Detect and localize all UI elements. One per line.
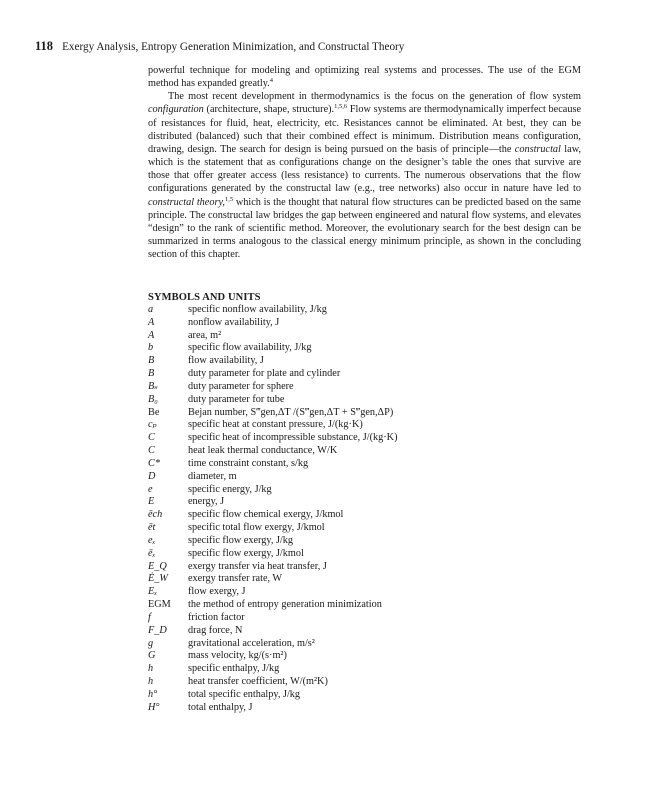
- symbol-row: [148, 381, 581, 394]
- symbol-description: duty parameter for sphere: [188, 380, 294, 392]
- symbol-row: [148, 535, 581, 548]
- symbol-description: diameter, m: [188, 470, 237, 482]
- symbol-row: [148, 304, 581, 317]
- symbol: D: [148, 470, 156, 482]
- symbol: h: [148, 663, 154, 675]
- symbol-row: [148, 407, 581, 420]
- symbol-row: [148, 458, 581, 471]
- symbol-description: exergy transfer via heat transfer, J: [188, 560, 327, 572]
- reference-marker: 4: [269, 77, 273, 85]
- symbol-row: [148, 599, 581, 612]
- symbol: A: [148, 329, 155, 341]
- symbol-description: specific heat at constant pressure, J/(kg·K): [188, 419, 363, 431]
- symbol: ēₓ: [148, 547, 156, 559]
- symbol-row: [148, 702, 581, 715]
- symbol-description: exergy transfer rate, W: [188, 573, 283, 585]
- symbol-row: [148, 484, 581, 497]
- symbol-description: area, m²: [188, 329, 222, 341]
- symbol-row: [148, 586, 581, 599]
- symbol-row: [148, 612, 581, 625]
- paragraph-2-text-b: (architecture, shape, structure).: [203, 104, 335, 116]
- reference-marker: 1,5: [225, 195, 234, 203]
- symbol: g: [148, 637, 154, 649]
- symbol-row: [148, 432, 581, 445]
- symbol-row: [148, 548, 581, 561]
- symbol-description: energy, J: [188, 496, 225, 508]
- symbol: h: [148, 676, 154, 688]
- symbol-description: heat leak thermal conductance, W/K: [188, 445, 338, 457]
- symbol-description: specific flow chemical exergy, J/kmol: [188, 509, 344, 521]
- symbol-description: drag force, N: [188, 624, 243, 636]
- symbol: A: [148, 316, 155, 328]
- symbol: B₀: [148, 393, 158, 405]
- symbol-description: gravitational acceleration, m/s²: [188, 637, 315, 649]
- symbol: cₚ: [148, 419, 157, 431]
- symbol-description: specific energy, J/kg: [188, 483, 272, 495]
- paragraph-1: [148, 64, 581, 90]
- reference-marker: 1,5,6: [334, 103, 348, 111]
- symbol-description: mass velocity, kg/(s·m²): [188, 650, 287, 662]
- symbol-row: [148, 445, 581, 458]
- symbol: Bₛ: [148, 380, 158, 392]
- symbol-description: duty parameter for plate and cylinder: [188, 368, 341, 380]
- page-number: 118: [35, 39, 54, 53]
- symbol-description: duty parameter for tube: [188, 393, 285, 405]
- symbol: ēch: [148, 509, 163, 521]
- symbol: G: [148, 650, 156, 662]
- symbol-description: flow exergy, J: [188, 586, 246, 598]
- symbol-description: friction factor: [188, 611, 245, 623]
- symbol-row: [148, 522, 581, 535]
- symbol: C: [148, 432, 155, 444]
- paragraph-2-text-c: Flow systems are thermodynamically imperfect because of resistances for fluid, heat, electricity, etc. Resistances cannot be eliminated. At best, they can be distributed (balanced) such that their combined effect is minimum. Distribution means configuration, drawing, design. The search for design is being pursued on the basis of principle—the: [148, 104, 581, 155]
- symbol-description: time constraint constant, s/kg: [188, 457, 309, 469]
- symbol-row: [148, 342, 581, 355]
- symbol-description: specific total flow exergy, J/kmol: [188, 522, 325, 534]
- symbol: F_D: [148, 624, 167, 636]
- symbol-description: specific heat of incompressible substance, J/(kg·K): [188, 432, 398, 444]
- emphasis-configuration: configuration: [148, 104, 204, 116]
- symbol: f: [148, 611, 151, 623]
- symbol: Eₓ: [148, 586, 158, 598]
- symbol-row: [148, 561, 581, 574]
- paragraph-1-text: powerful technique for modeling and optimizing real systems and processes. The use of the EGM method has expanded greatly.: [148, 65, 581, 90]
- symbol-row: [148, 368, 581, 381]
- symbol: EGM: [148, 599, 171, 611]
- symbol-description: flow availability, J: [188, 355, 264, 367]
- symbol-description: the method of entropy generation minimization: [188, 599, 382, 611]
- symbols-section: [148, 291, 581, 715]
- symbol-row: [148, 509, 581, 522]
- emphasis-constructal-theory: constructal theory,: [148, 196, 225, 208]
- symbol-row: [148, 689, 581, 702]
- symbol-row: [148, 638, 581, 651]
- symbol: E_Q: [148, 560, 167, 572]
- paragraph-2: [148, 90, 581, 261]
- symbol: Ė_W: [148, 573, 168, 585]
- emphasis-constructal: constructal: [514, 143, 561, 155]
- symbol-description: total enthalpy, J: [188, 701, 253, 713]
- symbol: b: [148, 342, 154, 354]
- symbol-row: [148, 471, 581, 484]
- symbol: B: [148, 368, 155, 380]
- symbol-description: nonflow availability, J: [188, 316, 280, 328]
- symbol: e: [148, 483, 153, 495]
- symbol: H°: [148, 701, 160, 713]
- paragraph-2-text-d: law, which is the statement that as configurations change on the designer’s table the ones that survive are those that offer greater access (less resistance) to currents. The numerous observations that the flow configurations generated by the constructal law (e.g., tree networks) also occur in nature have led to: [148, 143, 582, 195]
- symbol-row: [148, 317, 581, 330]
- symbol: C*: [148, 457, 160, 469]
- symbol-row: [148, 625, 581, 638]
- symbols-heading: SYMBOLS AND UNITS: [148, 292, 261, 303]
- symbol-description: heat transfer coefficient, W/(m²K): [188, 676, 328, 688]
- paragraph-2-text-e: which is the thought that natural flow structures can be predicted based on the same principle. The constructal law bridges the gap between engineered and natural flow systems, and elevates “design” to the rank of scientific method. Moreover, the evolutionary search for the best design can be summarized in terms analogous to the classical energy minimum principle, as shown in the concluding section of this chapter.: [148, 196, 581, 261]
- symbol: a: [148, 304, 154, 315]
- symbol: E: [148, 496, 155, 508]
- paragraph-2-text-a: The most recent development in thermodynamics is the focus on the generation of flow system: [168, 91, 581, 103]
- symbol-row: [148, 573, 581, 586]
- running-title: Exergy Analysis, Entropy Generation Minimization, and Constructal Theory: [62, 41, 405, 53]
- symbol-description: specific flow exergy, J/kmol: [188, 547, 304, 559]
- symbol-row: [148, 330, 581, 343]
- symbol-row: [148, 355, 581, 368]
- symbol-row: [148, 676, 581, 689]
- symbol-description: specific flow exergy, J/kg: [188, 534, 294, 546]
- symbols-list: [148, 304, 581, 715]
- symbol-description: specific nonflow availability, J/kg: [188, 304, 327, 315]
- symbol: ēt: [148, 522, 156, 534]
- symbol-description: Bejan number, S‴gen,ΔT /(S‴gen,ΔT + S‴gen,ΔP): [188, 406, 394, 418]
- symbol-description: specific flow availability, J/kg: [188, 342, 312, 354]
- symbol-row: [148, 394, 581, 407]
- running-header: [35, 39, 615, 54]
- symbol-row: [148, 650, 581, 663]
- symbol-row: [148, 663, 581, 676]
- body-text: [148, 64, 581, 261]
- symbol: C: [148, 445, 155, 457]
- symbol: h°: [148, 688, 158, 700]
- symbol: Be: [148, 406, 160, 418]
- symbol: eₓ: [148, 534, 156, 546]
- symbol-description: total specific enthalpy, J/kg: [188, 688, 301, 700]
- symbol-description: specific enthalpy, J/kg: [188, 663, 280, 675]
- symbol-row: [148, 496, 581, 509]
- symbol: B: [148, 355, 155, 367]
- symbol-row: [148, 419, 581, 432]
